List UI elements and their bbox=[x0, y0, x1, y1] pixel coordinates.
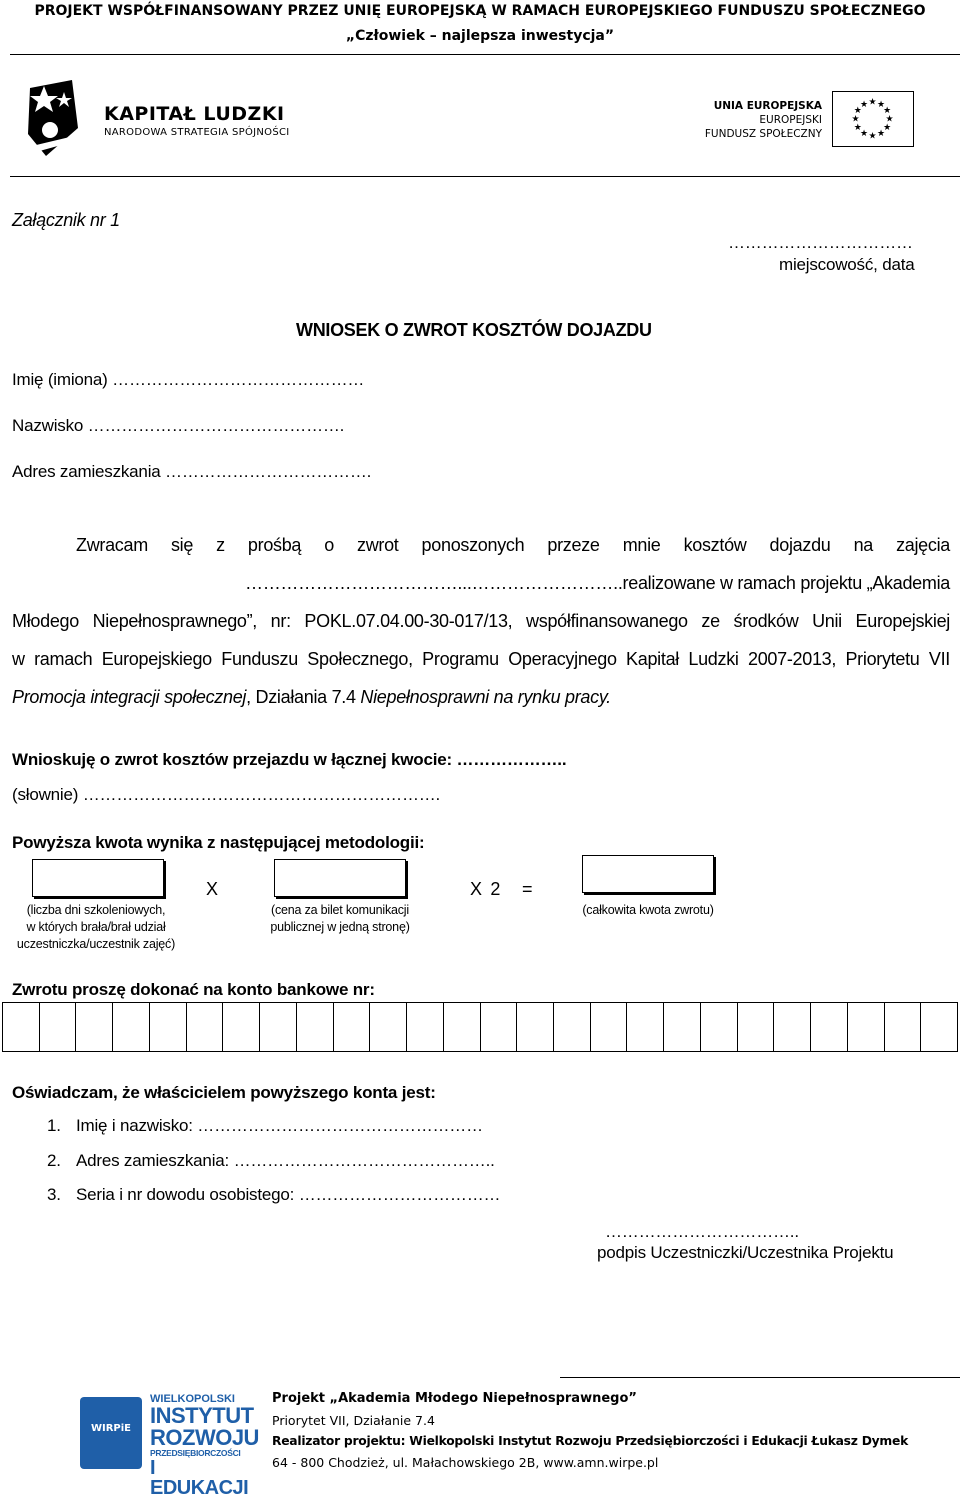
signature-field[interactable]: …………………………….. bbox=[605, 1222, 799, 1241]
eu-label-line1: UNIA EUROPEJSKA bbox=[713, 100, 822, 112]
wirpe-emblem-icon bbox=[80, 1397, 142, 1469]
owner-item-number: 2. bbox=[47, 1151, 61, 1170]
account-digit-cell[interactable] bbox=[664, 1003, 701, 1051]
account-digit-cell[interactable] bbox=[811, 1003, 848, 1051]
signature-label: podpis Uczestniczki/Uczestnika Projektu bbox=[597, 1243, 894, 1262]
total-refund-label: (całkowita kwota zwrotu) bbox=[582, 903, 714, 917]
annex-label: Załącznik nr 1 bbox=[12, 210, 120, 230]
training-days-box[interactable] bbox=[32, 859, 164, 897]
ticket-price-label-line1: (cena za bilet komunikacji bbox=[271, 903, 409, 917]
request-paragraph-line4: w ramach Europejskiego Funduszu Społecznego, Programu Operacyjnego Kapitał Ludzki 2007-2013, Priorytetu VII bbox=[12, 649, 950, 669]
total-refund-box[interactable] bbox=[582, 855, 714, 893]
amount-field[interactable]: Wnioskuję o zwrot kosztów przejazdu w łącznej kwocie: ……………….. bbox=[12, 750, 567, 769]
owner-item-text: Imię i nazwisko: …………………………………………… bbox=[76, 1116, 483, 1135]
account-digit-cell[interactable] bbox=[444, 1003, 481, 1051]
owner-item-text: Seria i nr dowodu osobistego: ……………………………… bbox=[76, 1185, 501, 1204]
eu-star-icon: ★ bbox=[859, 128, 869, 139]
owner-statement-heading: Oświadczam, że właścicielem powyższego konta jest: bbox=[12, 1083, 436, 1102]
action-number: , Działania 7.4 bbox=[246, 687, 361, 707]
footer-project: Projekt „Akademia Młodego Niepełnosprawnego” bbox=[272, 1391, 637, 1406]
eu-star-icon: ★ bbox=[859, 98, 869, 109]
account-digit-cell[interactable] bbox=[3, 1003, 40, 1051]
first-name-field[interactable]: Imię (imiona) ……………………………………… bbox=[12, 370, 365, 389]
account-digit-cell[interactable] bbox=[187, 1003, 224, 1051]
account-digit-cell[interactable] bbox=[517, 1003, 554, 1051]
address-field[interactable]: Adres zamieszkania ………………………………. bbox=[12, 462, 372, 481]
account-digit-cell[interactable] bbox=[738, 1003, 775, 1051]
eu-star-icon: ★ bbox=[876, 98, 886, 109]
wirpe-line1: WIELKOPOLSKI bbox=[150, 1393, 235, 1405]
account-digit-cell[interactable] bbox=[260, 1003, 297, 1051]
last-name-field[interactable]: Nazwisko ………………………………………. bbox=[12, 416, 345, 435]
owner-item-text: Adres zamieszkania: ……………………………………….. bbox=[76, 1151, 495, 1170]
owner-item-id[interactable] bbox=[47, 1185, 500, 1205]
ticket-price-label-line2: publicznej w jedną stronę) bbox=[270, 920, 410, 934]
place-date-field[interactable]: …………………………… bbox=[728, 233, 913, 252]
training-days-label-line1: (liczba dni szkoleniowych, bbox=[26, 903, 166, 917]
owner-item-address[interactable] bbox=[47, 1151, 495, 1171]
bank-account-heading: Zwrotu proszę dokonać na konto bankowe nr: bbox=[12, 980, 375, 999]
owner-item-number: 3. bbox=[47, 1185, 61, 1204]
footer-rule bbox=[560, 1377, 960, 1378]
account-digit-cell[interactable] bbox=[885, 1003, 922, 1051]
wirpe-line5: I EDUKACJI bbox=[150, 1457, 249, 1499]
eu-star-icon: ★ bbox=[883, 122, 892, 132]
bank-account-grid[interactable] bbox=[2, 1002, 958, 1052]
account-digit-cell[interactable] bbox=[554, 1003, 591, 1051]
eu-star-icon: ★ bbox=[868, 130, 877, 141]
training-days-label bbox=[2, 902, 190, 953]
eu-label bbox=[700, 99, 822, 141]
eu-flag-icon bbox=[832, 91, 914, 147]
action-name: Niepełnosprawni na rynku pracy. bbox=[360, 687, 611, 707]
wirpe-line3: ROZWOJU bbox=[150, 1425, 259, 1450]
eu-star-icon: ★ bbox=[853, 122, 862, 132]
account-digit-cell[interactable] bbox=[848, 1003, 885, 1051]
account-digit-cell[interactable] bbox=[370, 1003, 407, 1051]
eu-star-icon: ★ bbox=[885, 113, 894, 124]
project-header: PROJEKT WSPÓŁFINANSOWANY PRZEZ UNIĘ EUROPEJSKĄ W RAMACH EUROPEJSKIEGO FUNDUSZU SPOŁECZNEGO bbox=[34, 3, 926, 19]
multiply-two-sign: X 2 bbox=[470, 879, 501, 899]
owner-item-number: 1. bbox=[47, 1116, 61, 1135]
account-digit-cell[interactable] bbox=[407, 1003, 444, 1051]
account-digit-cell[interactable] bbox=[76, 1003, 113, 1051]
ticket-price-label bbox=[246, 902, 434, 936]
place-date-label: miejscowość, data bbox=[779, 255, 915, 274]
kapital-ludzki-subtitle: NARODOWA STRATEGIA SPÓJNOŚCI bbox=[104, 127, 290, 138]
request-paragraph-line1: Zwracam się z prośbą o zwrot ponoszonych przeze mnie kosztów dojazdu na zajęcia bbox=[76, 535, 950, 555]
logos-rule bbox=[10, 176, 960, 177]
account-digit-cell[interactable] bbox=[297, 1003, 334, 1051]
ticket-price-box[interactable] bbox=[274, 859, 406, 897]
methodology-heading: Powyższa kwota wynika z następującej metodologii: bbox=[12, 833, 425, 852]
equals-sign: = bbox=[522, 879, 533, 899]
account-digit-cell[interactable] bbox=[701, 1003, 738, 1051]
wirpe-wordmark bbox=[150, 1393, 259, 1499]
account-digit-cell[interactable] bbox=[627, 1003, 664, 1051]
account-digit-cell[interactable] bbox=[481, 1003, 518, 1051]
multiply-sign: X bbox=[206, 879, 218, 899]
account-digit-cell[interactable] bbox=[774, 1003, 811, 1051]
eu-star-icon: ★ bbox=[853, 105, 862, 115]
eu-label-line3: FUNDUSZ SPOŁECZNY bbox=[704, 128, 822, 140]
amount-in-words-field[interactable]: (słownie) ………………………………………………………. bbox=[12, 785, 441, 804]
wirpe-abbr: WIRPiE bbox=[90, 1423, 132, 1434]
priority-name: Promocja integracji społecznej bbox=[12, 687, 247, 707]
eu-star-icon: ★ bbox=[868, 96, 877, 107]
request-paragraph-line2[interactable]: ………………………………...……………………..realizowane w ramach projektu „Akademia bbox=[245, 573, 950, 593]
header-rule bbox=[10, 54, 960, 55]
footer-address: 64 - 800 Chodzież, ul. Małachowskiego 2B, www.amn.wirpe.pl bbox=[272, 1455, 659, 1470]
training-days-label-line3: uczestniczka/uczestnik zajęć) bbox=[16, 937, 176, 951]
kapital-ludzki-title: KAPITAŁ LUDZKI bbox=[104, 103, 285, 125]
account-digit-cell[interactable] bbox=[40, 1003, 77, 1051]
wirpe-line2: INSTYTUT bbox=[150, 1403, 254, 1428]
training-days-label-line2: w których brała/brał udział bbox=[26, 920, 166, 934]
account-digit-cell[interactable] bbox=[113, 1003, 150, 1051]
eu-star-icon: ★ bbox=[876, 128, 886, 139]
footer-realizer: Realizator projektu: Wielkopolski Instytut Rozwoju Przedsiębiorczości i Edukacji Łukasz Dymek bbox=[272, 1434, 908, 1448]
project-slogan: „Człowiek – najlepsza inwestycja” bbox=[345, 28, 615, 44]
account-digit-cell[interactable] bbox=[150, 1003, 187, 1051]
account-digit-cell[interactable] bbox=[921, 1003, 957, 1051]
eu-label-line2: EUROPEJSKI bbox=[759, 114, 822, 126]
request-paragraph-line5 bbox=[12, 687, 611, 708]
request-paragraph-line3: Młodego Niepełnosprawnego”, nr: POKL.07.04.00-30-017/13, współfinansowanego ze środków Unii Europejskiej bbox=[12, 611, 950, 631]
kapital-ludzki-emblem bbox=[24, 76, 84, 160]
account-digit-cell[interactable] bbox=[591, 1003, 628, 1051]
footer-priority: Priorytet VII, Działanie 7.4 bbox=[272, 1413, 435, 1428]
eu-star-icon: ★ bbox=[883, 105, 892, 115]
owner-item-name[interactable] bbox=[47, 1116, 483, 1136]
eu-star-icon: ★ bbox=[851, 113, 860, 124]
account-digit-cell[interactable] bbox=[334, 1003, 371, 1051]
account-digit-cell[interactable] bbox=[223, 1003, 260, 1051]
form-title: WNIOSEK O ZWROT KOSZTÓW DOJAZDU bbox=[296, 320, 652, 340]
wirpe-line4: PRZEDSIĘBIORCZOŚCI bbox=[150, 1448, 241, 1458]
